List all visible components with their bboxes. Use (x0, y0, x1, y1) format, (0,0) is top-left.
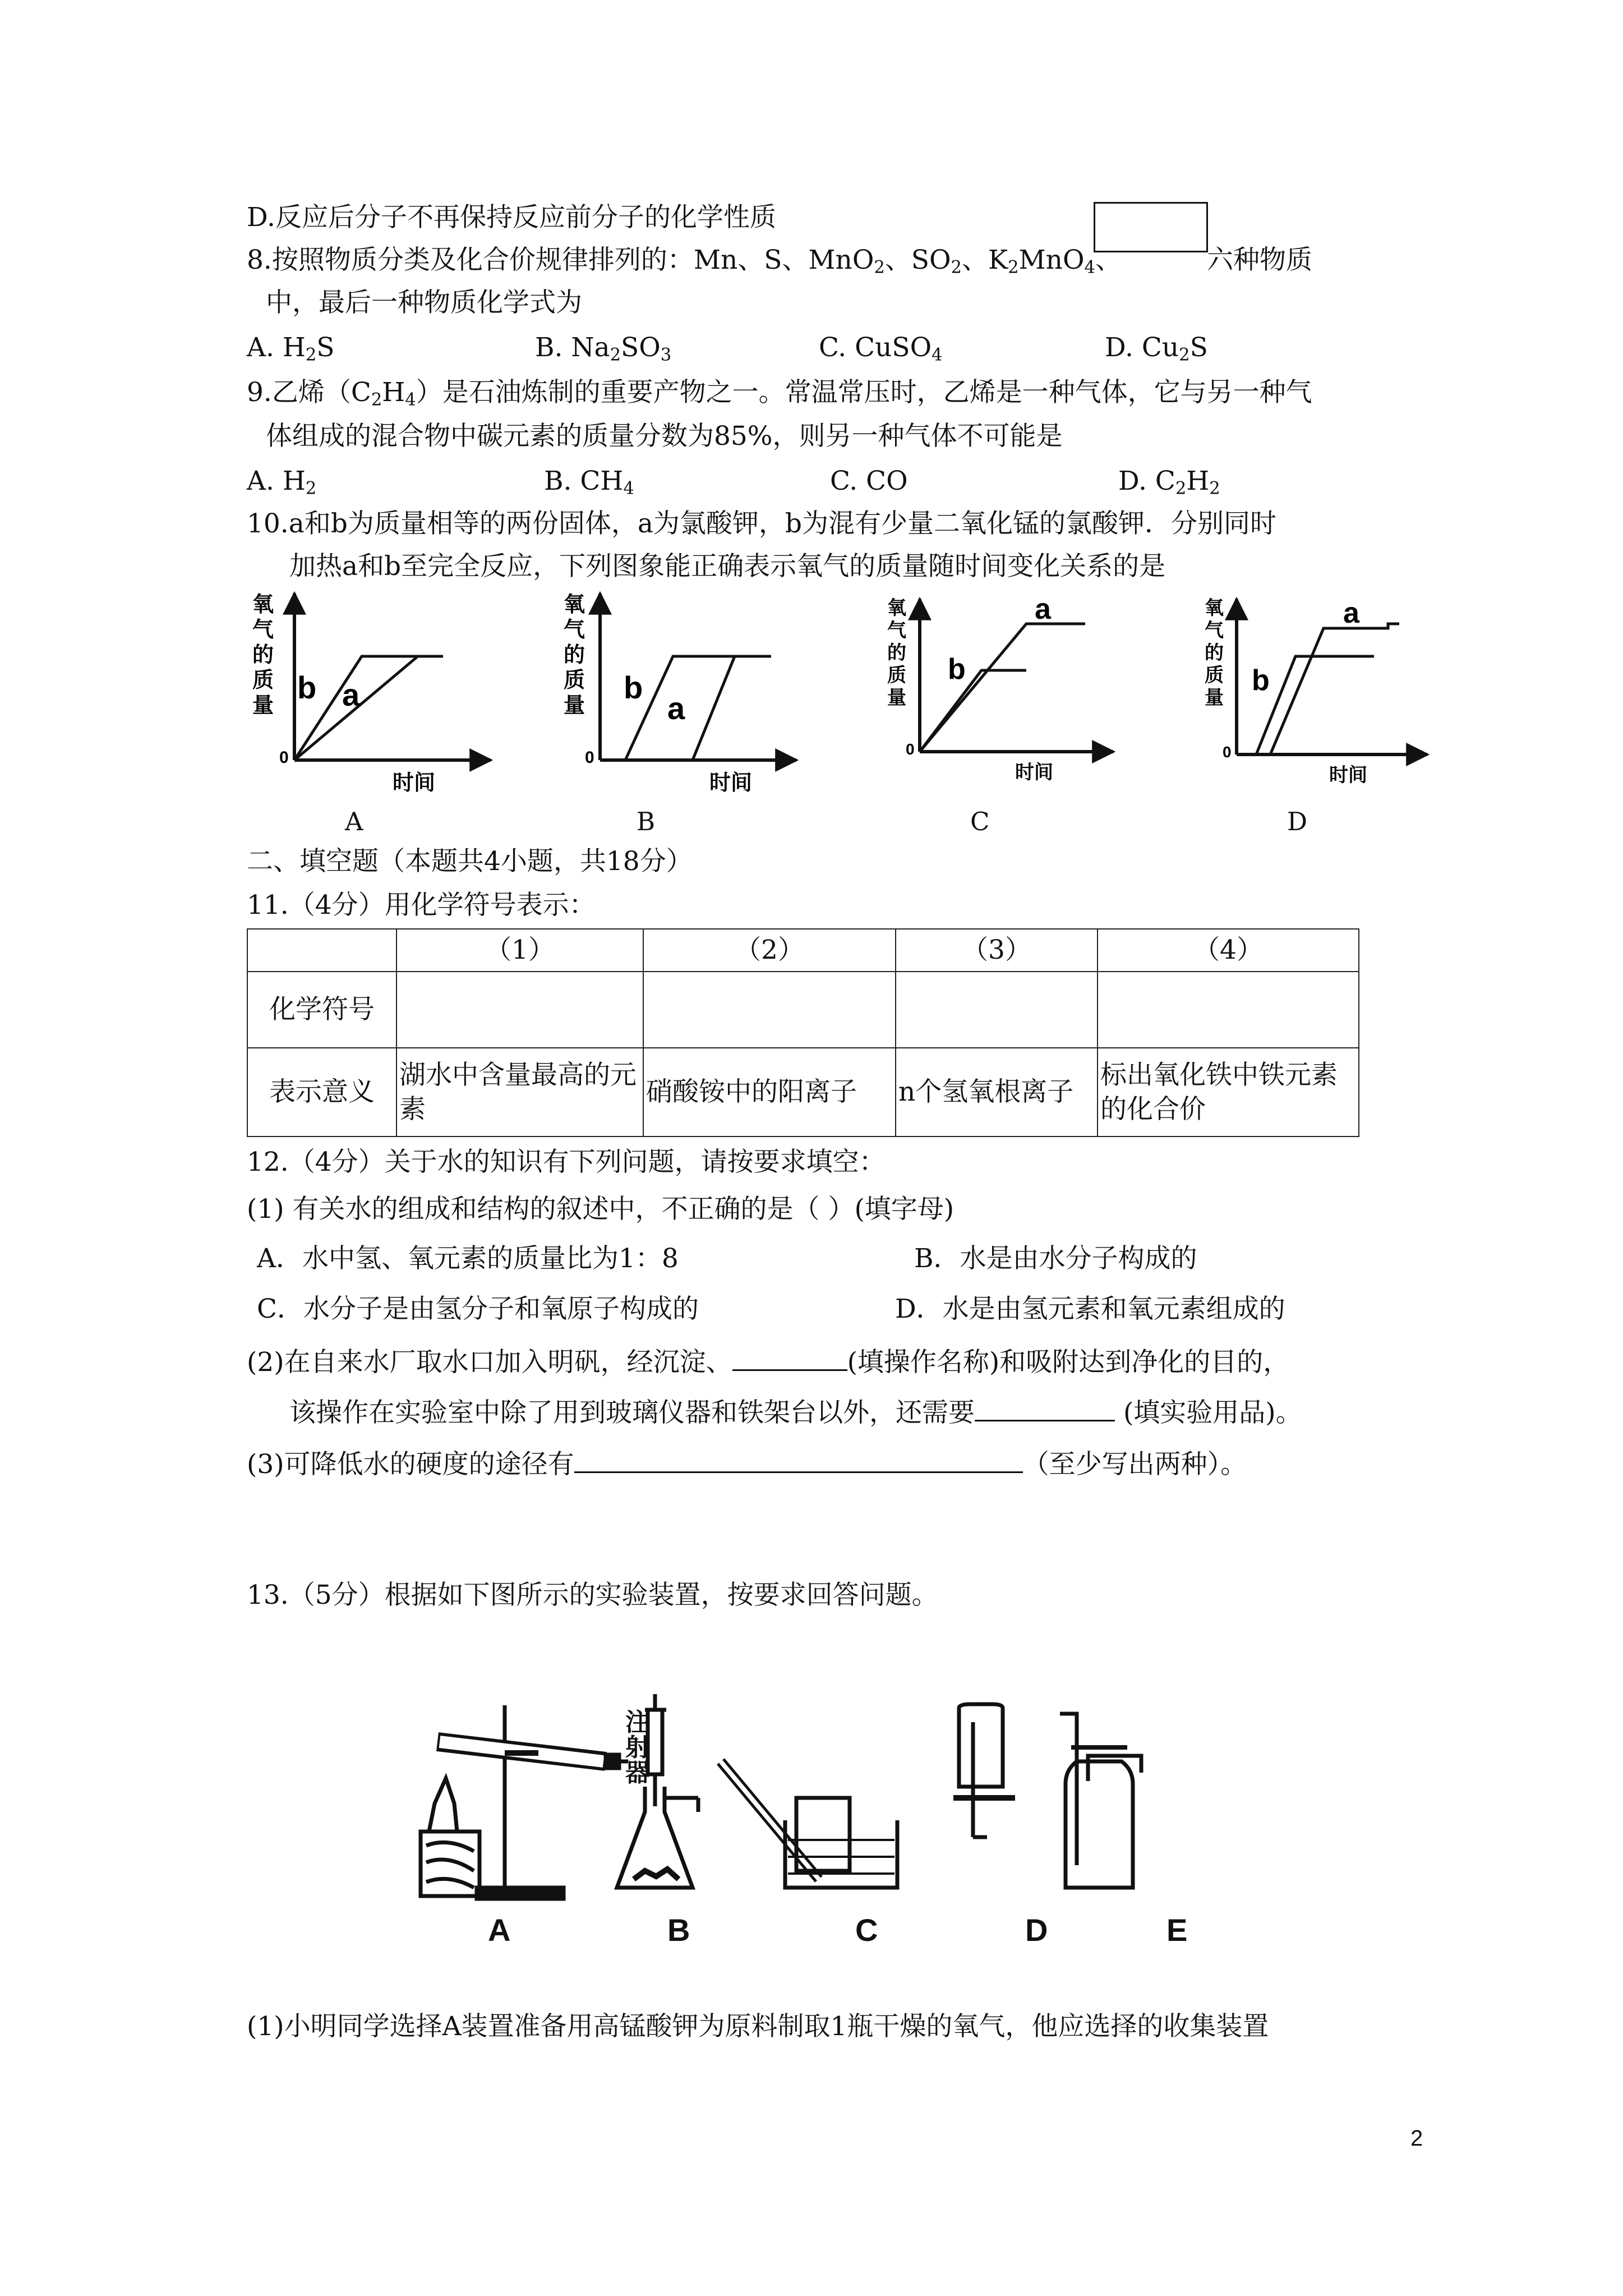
graph-b-ylabel-3: 的 (564, 643, 585, 667)
q12-part2-line2: 该操作在实验室中除了用到玻璃仪器和铁架台以外，还需要 (填实验用品)。 (289, 1393, 1302, 1429)
q12-option-d: D．水是由氢元素和氧元素组成的 (895, 1294, 1285, 1324)
q12-stem: 12.（4分）关于水的知识有下列问题，请按要求填空： (247, 1147, 886, 1177)
graph-d (1205, 597, 1427, 786)
q12-blank-operation[interactable] (732, 1343, 847, 1371)
q11-table (247, 928, 1359, 1137)
q9-option-a: A. $H_2$ (247, 466, 317, 499)
q11-meaning-label: 表示意义 (247, 1048, 396, 1137)
graph-a (252, 593, 491, 795)
apparatus-label-c: C (855, 1912, 878, 1947)
graph-c-ylabel-2: 气 (887, 620, 906, 641)
q9-stem-line1: 9.乙烯$(C_2H_4)$是石油炼制的重要产物之一。常温常压时，乙烯是一种气体，它与另一种气 (247, 377, 1312, 410)
page-number: 2 (1410, 2126, 1423, 2151)
graph-c-xlabel: 时间 (1015, 762, 1053, 783)
graph-b-origin: 0 (585, 748, 594, 767)
graph-d-series-a: a (1343, 597, 1359, 629)
q9-option-b: B. $CH_4$ (544, 466, 634, 499)
graph-a-ylabel-1: 氧 (252, 593, 274, 616)
q12-option-b: B．水是由水分子构成的 (914, 1243, 1197, 1274)
graph-a-ylabel-4: 质 (252, 669, 274, 692)
graph-a-xlabel: 时间 (393, 771, 436, 795)
q9-option-d: D. $C_2H_2$ (1118, 466, 1220, 499)
graph-b-ylabel-1: 氧 (564, 593, 585, 616)
q11-meaning-cell-3: n个氢氧根离子 (896, 1048, 1098, 1137)
q8-option-b: B. $Na_2SO_3$ (535, 332, 672, 365)
q11-symbol-cell-3[interactable] (896, 972, 1098, 1048)
q7-option-d: D.反应后分子不再保持反应前分子的化学性质 (247, 202, 776, 233)
graph-d-series-b: b (1252, 664, 1270, 697)
q12-part3: (3)可降低水的硬度的途径有 （至少写出两种）。 (247, 1445, 1247, 1480)
q9-stem-line2: 体组成的混合物中碳元素的质量分数为85%，则另一种气体不可能是 (266, 421, 1063, 452)
q11-header-cell-2: （2） (643, 929, 896, 972)
graph-c-ylabel-5: 量 (887, 687, 906, 708)
q11-meaning-cell-1: 湖水中含量最高的元素 (396, 1048, 643, 1137)
q11-header-cell-4: （4） (1098, 929, 1359, 972)
syringe-label-1: 注 (625, 1709, 650, 1736)
graph-a-ylabel-5: 量 (252, 694, 274, 717)
graph-c-ylabel-4: 质 (887, 665, 906, 686)
section-2-title: 二、填空题（本题共4小题，共18分） (247, 846, 693, 877)
graph-label-d: D (1287, 807, 1308, 836)
q11-header-cell-0 (247, 929, 396, 972)
graph-a-origin: 0 (279, 748, 289, 767)
graph-b-ylabel-5: 量 (564, 694, 585, 717)
graph-c-origin: 0 (906, 740, 915, 758)
q10-stem-line2: 加热a和b至完全反应，下列图象能正确表示氧气的质量随时间变化关系的是 (289, 551, 1166, 582)
graph-d-ylabel-4: 质 (1205, 665, 1224, 686)
q11-symbol-cell-4[interactable] (1098, 972, 1359, 1048)
q8-option-d: D. $Cu_2S$ (1105, 332, 1208, 365)
q12-blank-hardness[interactable] (574, 1445, 1023, 1473)
graph-c-ylabel-3: 的 (887, 642, 906, 664)
q11-header-cell-1: （1） (396, 929, 643, 972)
q11-meaning-cell-4: 标出氧化铁中铁元素的化合价 (1098, 1048, 1359, 1137)
apparatus-label-d: D (1025, 1912, 1048, 1947)
q8-stem: 8.按照物质分类及化合价规律排列的：Mn、S、MnO$_2$、$SO_2$、$K_2MnO_4$、 (247, 245, 1122, 278)
q12-option-c: C．水分子是由氢分子和氧原子构成的 (257, 1294, 699, 1324)
graph-d-ylabel-2: 气 (1205, 620, 1224, 641)
q13-stem: 13.（5分）根据如下图所示的实验装置，按要求回答问题。 (247, 1580, 938, 1611)
graph-b-ylabel-4: 质 (564, 669, 585, 692)
graph-b-series-a: a (667, 691, 685, 726)
syringe-label-3: 器 (625, 1759, 650, 1787)
q11-symbol-cell-1[interactable] (396, 972, 643, 1048)
graph-b-xlabel: 时间 (709, 771, 753, 795)
graph-d-origin: 0 (1223, 743, 1232, 761)
graph-d-ylabel-3: 的 (1205, 642, 1224, 664)
q11-meaning-cell-2: 硝酸铵中的阳离子 (643, 1048, 896, 1137)
q11-header-row (247, 929, 1359, 972)
graph-c (887, 593, 1113, 783)
graph-a-series-b: b (297, 670, 317, 705)
apparatus-label-a: A (488, 1912, 511, 1947)
apparatus-e (1060, 1714, 1141, 1888)
q11-meaning-row (247, 1048, 1359, 1137)
q8-option-c: C. CuSO$_4$ (819, 332, 943, 365)
q11-symbol-row (247, 972, 1359, 1048)
graph-label-b: B (637, 807, 656, 836)
graph-a-series-a: a (342, 677, 360, 712)
q10-stem-line1: 10.a和b为质量相等的两份固体，a为氯酸钾，b为混有少量二氧化锰的氯酸钾．分别同时 (247, 508, 1276, 539)
q8-option-a: A. $H_2S$ (247, 332, 335, 365)
q11-header-cell-3: （3） (896, 929, 1098, 972)
graph-a-ylabel-3: 的 (252, 643, 274, 667)
q8-stem-line2: 中，最后一种物质化学式为 (266, 287, 582, 318)
apparatus-a (421, 1705, 628, 1899)
graph-b-ylabel-2: 气 (564, 618, 585, 642)
graph-c-ylabel-1: 氧 (887, 597, 906, 619)
graph-d-xlabel: 时间 (1329, 765, 1367, 786)
graph-label-a: A (345, 807, 363, 836)
q12-part2-line1: (2)在自来水厂取水口加入明矾，经沉淀、 (填操作名称)和吸附达到净化的目的， (247, 1343, 1289, 1378)
graph-label-c: C (970, 807, 990, 836)
graph-c-series-a: a (1035, 593, 1051, 625)
q8-stem-tail: 六种物质 (1207, 245, 1312, 275)
q9-option-c: C. CO (830, 466, 908, 496)
q11-stem: 11.（4分）用化学符号表示： (247, 890, 596, 921)
graph-d-ylabel-1: 氧 (1205, 597, 1224, 619)
graph-b (564, 593, 796, 795)
q10-graphs (0, 0, 1623, 808)
q11-symbol-label: 化学符号 (247, 972, 396, 1048)
graph-a-ylabel-2: 气 (252, 618, 274, 642)
q13-apparatus (393, 1694, 1234, 1947)
apparatus-label-e: E (1166, 1912, 1188, 1947)
apparatus-label-b: B (667, 1912, 690, 1947)
apparatus-c (721, 1761, 897, 1888)
syringe-label-2: 射 (625, 1734, 650, 1761)
apparatus-d (953, 1704, 1015, 1837)
q12-option-a: A．水中氢、氧元素的质量比为1：8 (257, 1243, 679, 1274)
graph-c-series-b: b (948, 653, 966, 685)
graph-b-series-b: b (624, 670, 643, 705)
q12-part1: (1) 有关水的组成和结构的叙述中，不正确的是（ ）(填字母) (247, 1194, 955, 1225)
q13-part1: (1)小明同学选择A装置准备用高锰酸钾为原料制取1瓶干燥的氧气，他应选择的收集装置 (247, 2011, 1269, 2042)
q11-symbol-cell-2[interactable] (643, 972, 896, 1048)
graph-d-ylabel-5: 量 (1205, 687, 1224, 708)
q12-blank-supplies[interactable] (975, 1393, 1115, 1421)
